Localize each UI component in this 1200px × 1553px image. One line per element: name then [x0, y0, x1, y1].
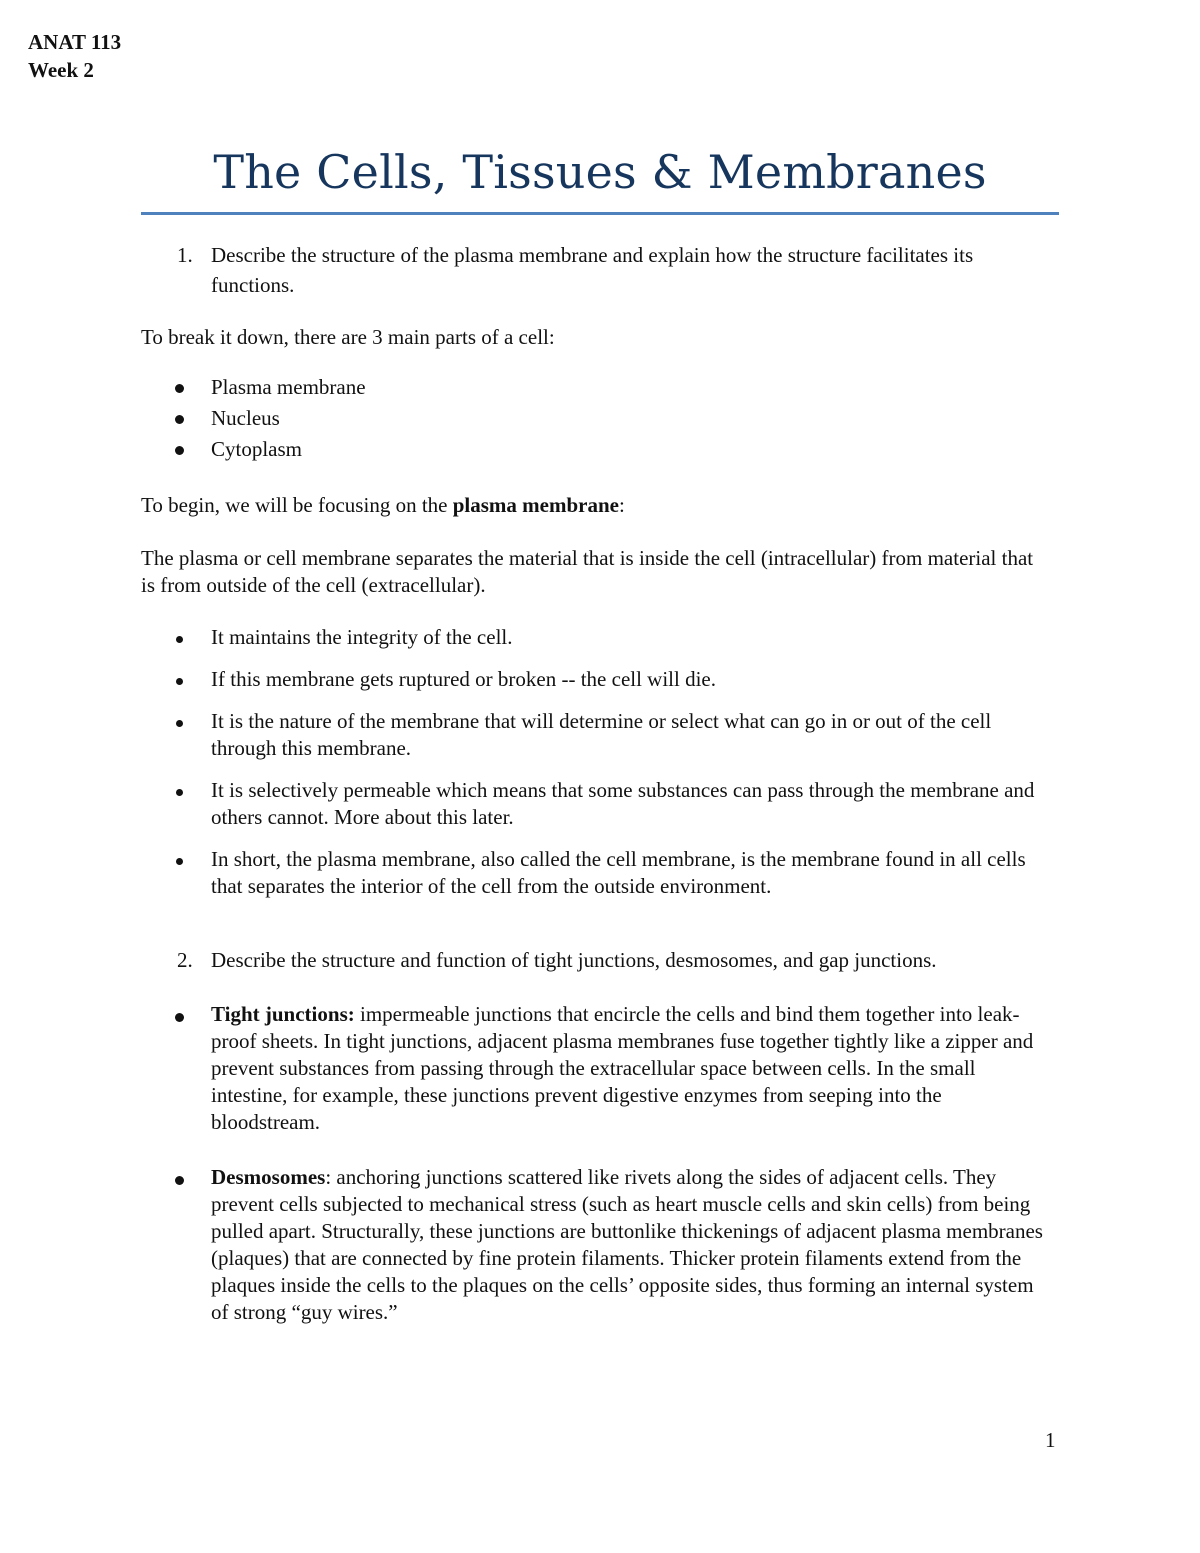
bullet-icon	[176, 720, 183, 727]
bullet-icon	[175, 1013, 184, 1022]
membrane-description: The plasma or cell membrane separates the material that is inside the cell (intracellular) from material that is from outside of the cell (extracellular).	[141, 546, 1034, 597]
document-header	[28, 28, 121, 84]
cell-parts-list	[141, 372, 1051, 465]
list-item-tight-junctions: Tight junctions: impermeable junctions that encircle the cells and bind them together into leak-proof sheets. In tight junctions, adjacent plasma membranes fuse together tightly like a zipper and prevent substances from passing through the extracellular space between cells. In the small intestine, for example, these junctions prevent digestive enzymes from seeping into the bloodstream.	[141, 1001, 1051, 1136]
junctions-list	[141, 1001, 1051, 1326]
list-item: Nucleus	[141, 403, 1051, 434]
list-item: If this membrane gets ruptured or broken -- the cell will die.	[141, 666, 1051, 693]
list-item: Plasma membrane	[141, 372, 1051, 403]
question-2-number: 2.	[177, 948, 193, 972]
question-2-text: Describe the structure and function of tight junctions, desmosomes, and gap junctions.	[211, 948, 937, 972]
bullet-icon	[176, 636, 183, 643]
term-desmosomes: Desmosomes	[211, 1165, 326, 1189]
page-title: The Cells, Tissues & Membranes	[213, 145, 987, 199]
list-item: It is the nature of the membrane that will determine or select what can go in or out of the cell through this membrane.	[141, 708, 1051, 762]
page-number: 1	[1045, 1428, 1056, 1452]
membrane-points-list	[141, 624, 1051, 900]
document-body	[141, 240, 1051, 1326]
bullet-icon	[175, 446, 184, 455]
bullet-icon	[175, 1176, 184, 1185]
term-tight-junctions: Tight junctions:	[211, 1002, 355, 1026]
focus-statement: To begin, we will be focusing on the plasma membrane:	[141, 493, 625, 517]
bullet-icon	[175, 384, 184, 393]
bullet-icon	[176, 678, 183, 685]
course-code: ANAT 113	[28, 30, 122, 54]
week-label: Week 2	[28, 58, 94, 82]
list-item: Cytoplasm	[141, 434, 1051, 465]
list-item: It is selectively permeable which means that some substances can pass through the membrane and others cannot. More about this later.	[141, 777, 1051, 831]
question-1	[141, 240, 1051, 300]
list-item: In short, the plasma membrane, also called the cell membrane, is the membrane found in all cells that separates the interior of the cell from the outside environment.	[141, 846, 1051, 900]
question-1-number: 1.	[177, 243, 193, 267]
focus-term: plasma membrane	[452, 493, 619, 517]
title-block	[141, 140, 1059, 215]
bullet-icon	[176, 858, 183, 865]
list-item-desmosomes: Desmosomes: anchoring junctions scattered like rivets along the sides of adjacent cells. They prevent cells subjected to mechanical stress (such as heart muscle cells and skin cells) from being pulled apart. Structurally, these junctions are buttonlike thickenings of adjacent plasma membranes (plaques) that are connected by fine protein filaments. Thicker protein filaments extend from the plaques inside the cells to the plaques on the cells’ opposite sides, thus forming an internal system of strong “guy wires.”	[141, 1164, 1051, 1326]
question-1-text: Describe the structure of the plasma membrane and explain how the structure facilitates its functions.	[211, 243, 974, 297]
cell-parts-intro: To break it down, there are 3 main parts of a cell:	[141, 325, 555, 349]
bullet-icon	[175, 415, 184, 424]
question-2	[141, 945, 1051, 975]
bullet-icon	[176, 789, 183, 796]
list-item: It maintains the integrity of the cell.	[141, 624, 1051, 651]
